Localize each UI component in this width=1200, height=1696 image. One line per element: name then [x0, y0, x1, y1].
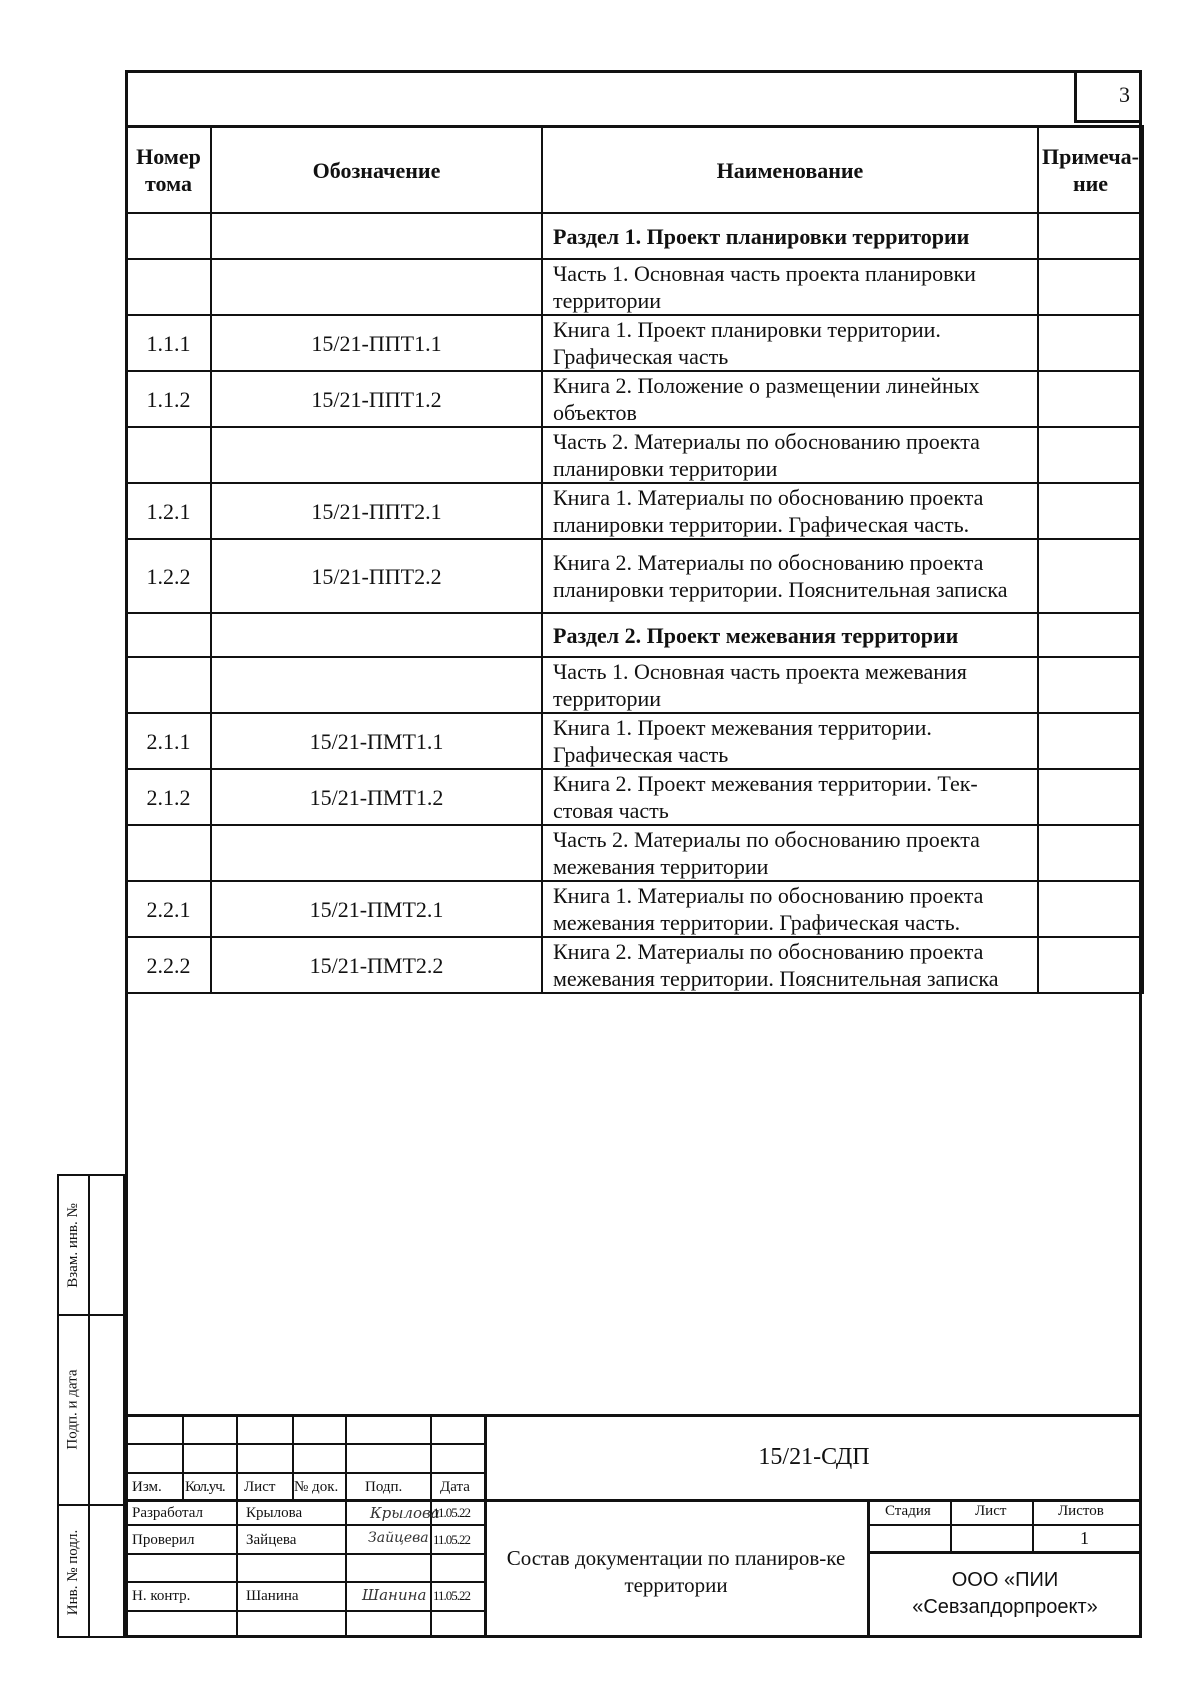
designation — [211, 259, 542, 315]
document-name: Книга 2. Материалы по обоснованию проекта планировки территории. Пояснительная записка — [542, 539, 1038, 613]
side-strip — [57, 1174, 125, 1638]
document-name: Книга 1. Проект планировки территории. Графическая часть — [542, 315, 1038, 371]
volume-number — [126, 427, 211, 483]
doc-title: Состав документации по планиров-ке территории — [506, 1546, 846, 1597]
tb-date-norm-control: 11.05.22 — [433, 1588, 471, 1603]
tb-role-norm-control: Н. контр. — [132, 1588, 191, 1604]
tb-sheet-header: Лист — [975, 1503, 1007, 1519]
note-cell — [1038, 613, 1143, 657]
tb-header-izm: Изм. — [132, 1479, 162, 1495]
document-name: Часть 1. Основная часть проекта межевания территории — [542, 657, 1038, 713]
document-name: Часть 2. Материалы по обоснованию проекта планировки территории — [542, 427, 1038, 483]
table-header-row — [126, 127, 1143, 214]
tb-sheets-total: 1 — [1080, 1528, 1089, 1548]
designation: 15/21-ППТ2.2 — [211, 539, 542, 613]
signature-norm-control: Шанина — [362, 1586, 427, 1604]
volume-number — [126, 613, 211, 657]
volume-number: 1.1.2 — [126, 371, 211, 427]
note-cell — [1038, 937, 1143, 993]
tb-header-sign: Подп. — [365, 1479, 403, 1495]
tb-name-norm-control: Шанина — [246, 1588, 299, 1604]
designation — [211, 657, 542, 713]
note-cell — [1038, 427, 1143, 483]
volume-number: 2.1.2 — [126, 769, 211, 825]
sheet-number: 3 — [1074, 70, 1142, 123]
contents-table — [125, 125, 1144, 994]
document-name: Книга 2. Проект межевания территории. Тек-стовая часть — [542, 769, 1038, 825]
note-cell — [1038, 213, 1143, 259]
tb-header-doc-no: № док. — [294, 1479, 339, 1495]
volume-number: 1.2.1 — [126, 483, 211, 539]
tb-name-developer: Крылова — [246, 1505, 303, 1521]
designation — [211, 613, 542, 657]
tb-header-list: Лист — [244, 1479, 276, 1495]
volume-number — [126, 259, 211, 315]
organisation-name: ООО «ПИИ «Севзапдорпроект» — [912, 1569, 1098, 1618]
note-cell — [1038, 371, 1143, 427]
designation: 15/21-ПМТ1.2 — [211, 769, 542, 825]
volume-number: 1.2.2 — [126, 539, 211, 613]
document-name: Книга 2. Положение о размещении линейных объектов — [542, 371, 1038, 427]
note-cell — [1038, 825, 1143, 881]
note-cell — [1038, 483, 1143, 539]
volume-number: 2.2.2 — [126, 937, 211, 993]
side-label-replace: Взам. инв. № — [65, 1202, 81, 1288]
document-name: Раздел 1. Проект планировки территории — [542, 213, 1038, 259]
table-row — [126, 825, 1143, 881]
volume-number — [126, 825, 211, 881]
volume-number: 2.1.1 — [126, 713, 211, 769]
designation: 15/21-ППТ2.1 — [211, 483, 542, 539]
table-row — [126, 657, 1143, 713]
tb-date-developer: 11.05.22 — [433, 1505, 471, 1520]
table-row — [126, 613, 1143, 657]
note-cell — [1038, 259, 1143, 315]
table-row — [126, 315, 1143, 371]
tb-role-checker: Проверил — [132, 1532, 195, 1548]
signature-checker: Зайцева — [368, 1530, 429, 1546]
volume-number — [126, 213, 211, 259]
document-name: Часть 1. Основная часть проекта планировки территории — [542, 259, 1038, 315]
designation — [211, 427, 542, 483]
table-row — [126, 937, 1143, 993]
tb-stage-header: Стадия — [885, 1503, 931, 1519]
table-row — [126, 713, 1143, 769]
document-name: Книга 1. Материалы по обоснованию проекта планировки территории. Графическая часть. — [542, 483, 1038, 539]
document-name: Раздел 2. Проект межевания территории — [542, 613, 1038, 657]
designation: 15/21-ПМТ2.2 — [211, 937, 542, 993]
note-cell — [1038, 881, 1143, 937]
table-row — [126, 213, 1143, 259]
tb-sheets-header: Листов — [1058, 1503, 1104, 1519]
tb-header-date: Дата — [440, 1479, 470, 1495]
document-name: Книга 1. Материалы по обоснованию проекта межевания территории. Графическая часть. — [542, 881, 1038, 937]
volume-number: 1.1.1 — [126, 315, 211, 371]
document-name: Книга 2. Материалы по обоснованию проекта межевания территории. Пояснительная записка — [542, 937, 1038, 993]
tb-date-checker: 11.05.22 — [433, 1532, 471, 1547]
header-volume: Номер тома — [126, 127, 211, 214]
table-row — [126, 769, 1143, 825]
designation — [211, 213, 542, 259]
table-row — [126, 881, 1143, 937]
volume-number — [126, 657, 211, 713]
volume-number: 2.2.1 — [126, 881, 211, 937]
header-note: Примеча-ние — [1038, 127, 1143, 214]
signature-developer: Крылова — [370, 1504, 440, 1522]
tb-header-kol-uch: Кол.уч. — [185, 1479, 225, 1495]
tb-name-checker: Зайцева — [246, 1532, 297, 1548]
document-name: Книга 1. Проект межевания территории. Графическая часть — [542, 713, 1038, 769]
note-cell — [1038, 315, 1143, 371]
note-cell — [1038, 713, 1143, 769]
note-cell — [1038, 657, 1143, 713]
header-name: Наименование — [542, 127, 1038, 214]
designation — [211, 825, 542, 881]
table-row — [126, 427, 1143, 483]
designation: 15/21-ППТ1.1 — [211, 315, 542, 371]
table-row — [126, 539, 1143, 613]
designation: 15/21-ПМТ1.1 — [211, 713, 542, 769]
note-cell — [1038, 769, 1143, 825]
header-designation: Обозначение — [211, 127, 542, 214]
designation: 15/21-ППТ1.2 — [211, 371, 542, 427]
designation: 15/21-ПМТ2.1 — [211, 881, 542, 937]
table-row — [126, 371, 1143, 427]
tb-role-developer: Разработал — [132, 1505, 204, 1521]
table-row — [126, 483, 1143, 539]
note-cell — [1038, 539, 1143, 613]
side-label-sign-date: Подп. и дата — [65, 1368, 82, 1450]
document-name: Часть 2. Материалы по обоснованию проекта межевания территории — [542, 825, 1038, 881]
table-row — [126, 259, 1143, 315]
doc-code: 15/21-СДП — [758, 1444, 870, 1470]
side-label-inv: Инв. № подл. — [65, 1529, 81, 1615]
